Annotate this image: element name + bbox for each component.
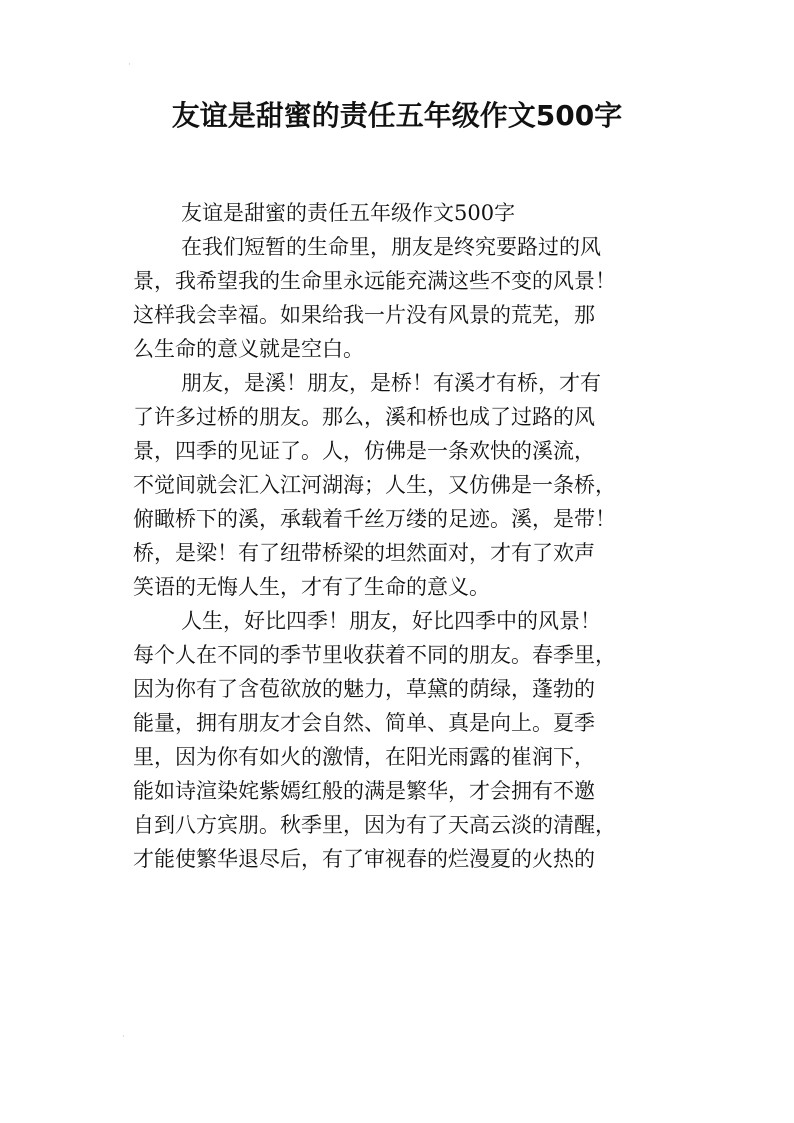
text-line: 自到八方宾朋。秋季里，因为有了天高云淡的清醒， [133,813,616,837]
text-line: 笑语的无悔人生，才有了生命的意义。 [133,575,490,599]
text-line: 里，因为你有如火的激情，在阳光雨露的崔润下， [133,745,595,769]
text-line: 么生命的意义就是空白。 [133,337,364,361]
article-body [133,196,673,876]
text-line: 桥，是梁！有了纽带桥梁的坦然面对，才有了欢声 [133,541,595,565]
text-line: 俯瞰桥下的溪，承载着千丝万缕的足迹。溪，是带！ [133,507,616,531]
text-line: 能量，拥有朋友才会自然、简单、真是向上。夏季 [133,711,595,735]
page-title: 友谊是甜蜜的责任五年级作文500字 [171,99,623,132]
text-line: 景，我希望我的生命里永远能充满这些不变的风景！ [133,269,616,293]
text-line: 朋友，是溪！朋友，是桥！有溪才有桥，才有 [181,371,601,395]
text-line: 才能使繁华退尽后，有了审视春的烂漫夏的火热的 [133,847,595,871]
text-line: 能如诗渲染姹紫嫣红般的满是繁华，才会拥有不邀 [133,779,595,803]
page-corner-mark: · [128,60,131,70]
text-line: 人生，好比四季！朋友，好比四季中的风景！ [181,609,601,633]
text-line: 每个人在不同的季节里收获着不同的朋友。春季里， [133,643,616,667]
page-footer-mark: · [122,1032,125,1042]
text-line: 友谊是甜蜜的责任五年级作文500字 [181,201,516,225]
text-line: 景，四季的见证了。人，仿佛是一条欢快的溪流， [133,439,595,463]
text-line: 不觉间就会汇入江河湖海；人生，又仿佛是一条桥， [133,473,616,497]
text-line: 这样我会幸福。如果给我一片没有风景的荒芜，那 [133,303,595,327]
text-line: 因为你有了含苞欲放的魅力，草黛的荫绿，蓬勃的 [133,677,595,701]
text-line: 了许多过桥的朋友。那么，溪和桥也成了过路的风 [133,405,595,429]
text-line: 在我们短暂的生命里，朋友是终究要路过的风 [181,235,601,259]
